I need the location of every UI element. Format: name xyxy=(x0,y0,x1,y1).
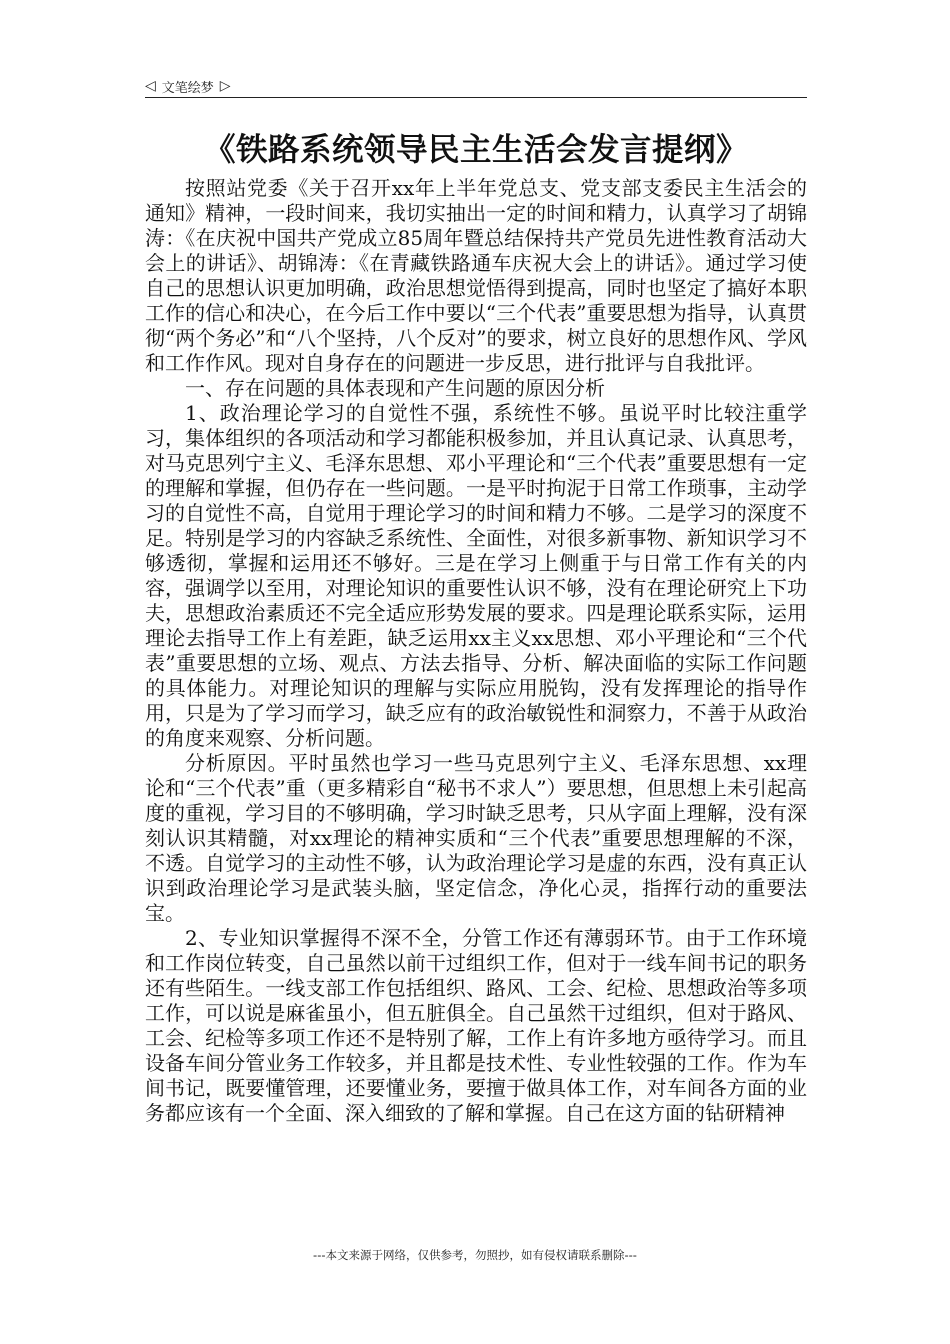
paragraph-analysis: 分析原因。平时虽然也学习一些马克思列宁主义、毛泽东思想、xx理论和“三个代表”重（更多精彩自“秘书不求人”）要思想，但思想上未引起高度的重视，学习目的不够明确，学习时缺乏思考，只从字面上理解，没有深刻认识其精髓，对xx理论的精神实质和“三个代表”重要思想理解的不深，不透。自觉学习的主动性不够，认为政治理论学习是虚的东西，没有真正认识到政治理论学习是武装头脑，坚定信念，净化心灵，指挥行动的重要法宝。 xyxy=(145,751,807,925)
page-header xyxy=(145,74,807,98)
section-heading: 一、存在问题的具体表现和产生问题的原因分析 xyxy=(185,376,605,400)
document-title: 《铁路系统领导民主生活会发言提纲》 xyxy=(203,132,748,168)
paragraph-intro: 按照站党委《关于召开xx年上半年党总支、党支部支委民主生活会的通知》精神，一段时间来，我切实抽出一定的时间和精力，认真学习了胡锦涛：《在庆祝中国共产党成立85周年暨总结保持共产党员先进性教育活动大会上的讲话》、胡锦涛：《在青藏铁路通车庆祝大会上的讲话》。通过学习使自己的思想认识更加明确，政治思想觉悟得到提高，同时也坚定了搞好本职工作的信心和决心，在今后工作中要以“三个代表”重要思想为指导，认真贯彻“两个务必”和“八个坚持，八个反对”的要求，树立良好的思想作风、学风和工作作风。现对自身存在的问题进一步反思，进行批评与自我批评。 xyxy=(145,176,807,375)
header-rule xyxy=(145,97,807,98)
left-triangle-icon: ◁ xyxy=(145,78,156,94)
paragraph-point-1: 1、政治理论学习的自觉性不强，系统性不够。虽说平时比较注重学习，集体组织的各项活动和学习都能积极参加，并且认真记录、认真思考，对马克思列宁主义、毛泽东思想、邓小平理论和“三个代表”重要思想有一定的理解和掌握，但仍存在一些问题。一是平时拘泥于日常工作琐事，主动学习的自觉性不高，自觉用于理论学习的时间和精力不够。二是学习的深度不足。特别是学习的内容缺乏系统性、全面性，对很多新事物、新知识学习不够透彻，掌握和运用还不够好。三是在学习上侧重于与日常工作有关的内容，强调学以至用，对理论知识的重要性认识不够，没有在理论研究上下功夫，思想政治素质还不完全适应形势发展的要求。四是理论联系实际，运用理论去指导工作上有差距，缺乏运用xx主义xx思想、邓小平理论和“三个代表”重要思想的立场、观点、方法去指导、分析、解决面临的实际工作问题的具体能力。对理论知识的理解与实际应用脱钩，没有发挥理论的指导作用，只是为了学习而学习，缺乏应有的政治敏锐性和洞察力，不善于从政治的角度来观察、分析问题。 xyxy=(145,401,807,750)
document-body xyxy=(145,176,807,1126)
page-footer: ---本文来源于网络，仅供参考，勿照抄，如有侵权请联系删除--- xyxy=(313,1248,637,1262)
right-triangle-icon: ▷ xyxy=(219,78,231,94)
header-text: 文笔绘梦 xyxy=(161,80,214,96)
paragraph-point-2: 2、专业知识掌握得不深不全，分管工作还有薄弱环节。由于工作环境和工作岗位转变，自己虽然以前干过组织工作，但对于一线车间书记的职务还有些陌生。一线支部工作包括组织、路风、工会、纪检、思想政治等多项工作，可以说是麻雀虽小，但五脏俱全。自己虽然干过组织，但对于路风、工会、纪检等多项工作还不是特别了解，工作上有许多地方亟待学习。而且设备车间分管业务工作较多，并且都是技术性、专业性较强的工作。作为车间书记，既要懂管理，还要懂业务，要擅于做具体工作，对车间各方面的业务都应该有一个全面、深入细致的了解和掌握。自己在这方面的钻研精神 xyxy=(145,926,807,1125)
